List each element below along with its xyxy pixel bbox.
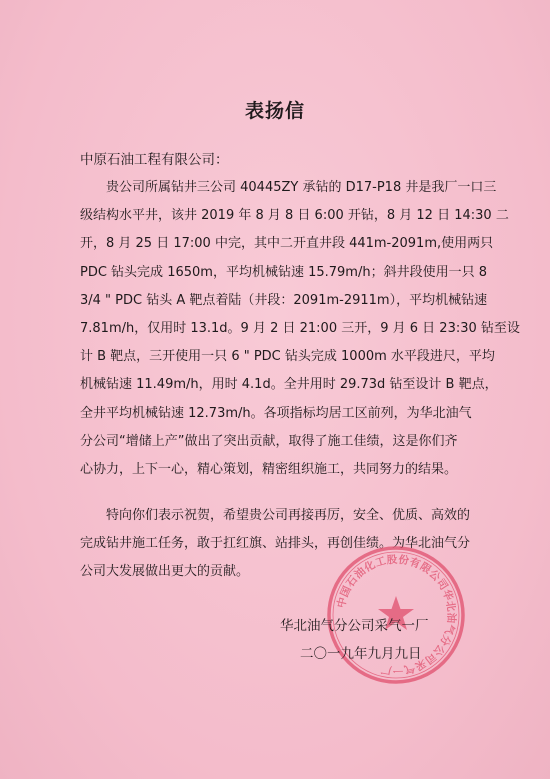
paragraph-line: 分公司“增储上产”做出了突出贡献，取得了施工佳绩，这是你们齐	[80, 433, 458, 449]
paragraph-line: 计 B 靶点，三开使用一只 6 " PDC 钻头完成 1000m 水平段进尺，平均	[80, 349, 495, 365]
signature-date: 二〇一九年九月九日	[300, 646, 422, 662]
paragraph-line: 7.81m/h，仅用时 13.1d。9 月 2 日 21:00 三开，9 月 6 日 23:30 钻至设	[80, 321, 520, 337]
paragraph-line: 3/4 " PDC 钻头 A 靶点着陆（井段：2091m-2911m），平均机械钻速	[80, 292, 488, 308]
paragraph-line: 特向你们表示祝贺，希望贵公司再接再厉，安全、优质、高效的	[80, 508, 471, 523]
paragraph-line: 机械钻速 11.49m/h，用时 4.1d。全井用时 29.73d 钻至设计 B 靶点，	[80, 377, 498, 393]
paragraph-line: 公司大发展做出更大的贡献。	[80, 564, 250, 580]
paragraph-line: 全井平均机械钻速 12.73m/h。各项指标均居工区前列，为华北油气	[80, 405, 472, 421]
letter-addressee: 中原石油工程有限公司：	[80, 152, 229, 168]
letter-paragraph-1	[80, 174, 520, 484]
paragraph-line: 开，8 月 25 日 17:00 中完，其中二开直井段 441m-2091m,使用两只	[80, 236, 494, 252]
seal-text: 中国石油化工股份有限公司华北油气分公司采气一厂	[335, 553, 458, 677]
signature-organization: 华北油气分公司采气一厂	[280, 618, 429, 634]
paragraph-line: PDC 钻头完成 1650m，平均机械钻速 15.79m/h；斜井段使用一只 8	[80, 264, 487, 280]
paragraph-line: 心协力，上下一心，精心策划，精密组织施工，共同努力的结果。	[80, 462, 458, 478]
letter-title: 表扬信	[244, 100, 305, 122]
paragraph-line: 完成钻井施工任务，敢于扛红旗、站排头，再创佳绩。为华北油气分	[80, 536, 471, 552]
paragraph-line: 级结构水平井，该井 2019 年 8 月 8 日 6:00 开钻，8 月 12 日 14:30 二	[80, 208, 509, 224]
paragraph-line: 贵公司所属钻井三公司 40445ZY 承钻的 D17-P18 井是我厂一口三	[80, 180, 497, 195]
letter-signature	[280, 612, 480, 668]
